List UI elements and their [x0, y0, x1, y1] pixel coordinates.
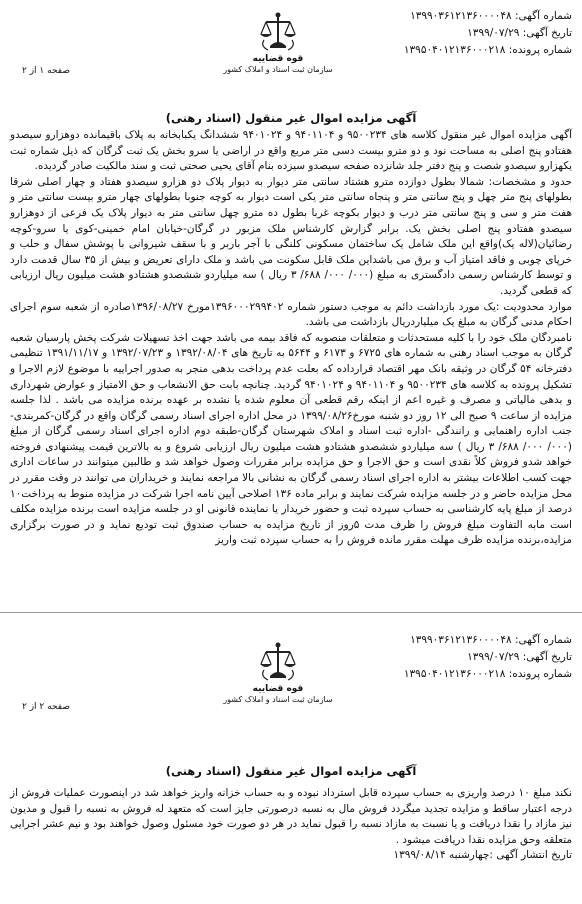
notice-paragraph: آگهی مزایده اموال غیر منقول کلاسه های ۹۵۰۰۲۳۴ و ۹۴۰۱۱۰۴ و ۹۴۰۱۰۲۴ ششدانگ یکبابخانه به پلاک باقیمانده دوهزارو سیصدو هفتادو پنج اصلی به مساحت نود و دو مترو بیست دسی متر مربع واقع در اراضی یا سرو بخش یک ثبت گرگان که ذیل شماره ثبت یکهزارو سیصدو شصت و پنج دفتر جلد شانزده صفحه سیصدو سیزده بنام آقای یحیی صحتی ثبت و سند مالکیت صادر گردیده.: [10, 129, 572, 173]
judiciary-emblem: [218, 640, 338, 705]
notice-page-2: [0, 626, 582, 904]
notice-paragraph: نامبردگان ملک خود را با کلیه مستحدثات و متعلقات منصوبه که فاقد بیمه می باشد جهت اخذ تسهیلات شرکت پخش پارسیان شعبه گرگان به موجب اسناد رهنی به شماره های ۶۷۲۵ و ۶۱۷۳ و ۵۶۴۴ به تاریخ های ۱۳۹۲/۰۸/۰۴ و ۱۳۹۲/۰۷/۲۳ و ۱۳۹۱/۱۱/۱۷ تنظیمی دفترخانه ۵۴ گرگان در وثیقه بانک مهر اقتصاد قرارداده که بعلت عدم پرداخت بدهی منجر به صدور اجراییه با موضوع لازم الاجرا و تشکیل پرونده به کلاسه های ۹۵۰۰۲۳۴ و ۹۴۰۱۱۰۴ و ۹۴۰۱۰۲۴ گردید. چنانچه بابت حق الانشعاب و حق الامتیاز و عوارض شهرداری و بدهی مالیاتی و مصرف و غیره اعم از اینکه رقم قطعی آن معلوم شده یا نشده بر عهده برنده مزایده می باشد . لذا جلسه مزایده از ساعت ۹ صبح الی ۱۲ روز دو شنبه مورخ۱۳۹۹/۰۸/۲۶ در محل اداره اجرای اسناد رسمی گرگان واقع در گرگان-کمربندی-جنب اداره راهنمایی و رانندگی -اداره ثبت اسناد و املاک شهرستان گرگان-طبقه دوم اداره اجرای اسناد رسمی گرگان از مبلغ (۰۰۰/ ۰۰۰/ ۶۸۸/ ۳ ریال ) سه میلیاردو ششصدو هشتادو هشت میلیون ریال ارزیابی شروع و به بالاترین قیمت پیشنهادی فروخته خواهد شدو فروش کلاً نقدی است و حق الاجرا و حق مزایده برابر مقررات وصول خواهد شد و طالبین میتوانند در ساعات اداری جهت کسب اطلاعات بیشتر به اداره اجرای اسناد رسمی گرگان به نشانی بالا مراجعه نمایند و خریداران می توانند در وقت مقرر در محل مزایده حاضر و در جلسه مزایده شرکت نمایند و برابر ماده ۱۳۶ اصلاحی آیین نامه اجرا شرکت در مزایده منوط به پرداخت۱۰ درصد از مبلغ پایه کارشناسی به حساب سپرده ثبت و حضور خریدار یا نماینده قانونی او در جلسه مزایده است برنده مزایده مکلف است مابه التفاوت مبلغ فروش را ظرف مدت ۵روز از تاریخ مزایده به حساب صندوق ثبت تودیع نماید و در صورت برگزاری مزایده،برنده مزایده ظرف مهلت مقرر مانده فروش را به حساب سپرده ثبت واریز: [10, 331, 573, 547]
file-number: شماره پرونده: ۱۳۹۵۰۴۰۱۲۱۳۶۰۰۰۲۱۸: [403, 44, 572, 56]
ad-date: تاریخ آگهی: ۱۳۹۹/۰۷/۲۹: [467, 651, 572, 663]
publish-date: تاریخ انتشار آگهی :چهارشنبه ۱۳۹۹/۰۸/۱۴: [393, 849, 572, 862]
notice-title: آگهی مزایده اموال غیر منقول (اسناد رهنی): [165, 764, 417, 778]
notice-header: [404, 8, 572, 59]
scales-emblem-icon: [256, 640, 300, 684]
scales-emblem-icon: [256, 10, 300, 54]
page-divider: [0, 612, 582, 613]
notice-title: آگهی مزایده اموال غیر منقول (اسناد رهنی): [165, 111, 417, 125]
judiciary-emblem: [218, 10, 338, 75]
notice-paragraph: حدود و مشخصات: شمالا بطول دوازده مترو هشتاد سانتی متر دیوار به دیوار پلاک دو هزارو سیصدو هفتاد و چهار اصلی شرقا بطولهای پنج متر چهل و پنج سانتی متر و پنجاه سانتی متر یکی است دیوار به کوچه جنوبا بطولهای چهار مترو بیست سانتی متر و هفت متر و سی و پنج سانتی متر درب و دیوار بکوچه غربا بطول ده مترو چهل سانتی متر به دیوار پلاک یک فرعی از دوهزارو سیصدو هفتادو پنج اصلی بخش یک. برابر گزارش کارشناس ملک مزبور در گرگان-خیابان امام خمینی-کوی یا سرو-کوچه رضائیان(لاله یک)واقع این ملک شامل یک ساختمان مسکونی کلنگی با آجر باربر و با سقف شیروانی با پوشش سفال و حلب و خرپای چوبی و فاقد امتیاز آب و برق می باشداین ملک قابل سکونت می باشد و ملک دارای تعریض و بیش از ۳۵ سال قدمت دارد و توسط کارشناس رسمی دادگستری به مبلغ (۰۰۰/ ۰۰۰/ ۶۸۸/ ۳ ریال ) سه میلیاردو ششصدو هشتادو هشت میلیون ریال ارزیابی که قطعی گردید.: [10, 175, 573, 297]
page-number: صفحه ۲ از ۲: [22, 702, 70, 712]
emblem-subtitle: سازمان ثبت اسناد و املاک کشور: [223, 695, 333, 704]
emblem-title: قوه قضاییه: [252, 54, 304, 64]
file-number: شماره پرونده: ۱۳۹۵۰۴۰۱۲۱۳۶۰۰۰۲۱۸: [403, 668, 572, 680]
notice-body: [10, 128, 572, 549]
page-number: صفحه ۱ از ۲: [22, 66, 70, 76]
ad-date: تاریخ آگهی: ۱۳۹۹/۰۷/۲۹: [467, 27, 572, 39]
notice-body: [10, 786, 572, 864]
notice-paragraph: نکند مبلغ ۱۰ درصد واریزی به حساب سپرده قابل استرداد نبوده و به حساب خزانه واریز خواهد شد در اینصورت عملیات فروش از درجه اعتبار ساقط و مزایده تجدید میگردد فروش مال به نسبه درصورتی جایز است که متعهد له فروش به نسبه را قبول و مدیون نیز مازاد را نقدا دریافت و یا نسبت به مازاد نسبه را قبول نماید در هر دو صورت خود مسئول وصول خواهند بود و نیم عشر اجرایی متعلقه وحق مزایده نقدا دریافت میشود .: [10, 787, 572, 846]
ad-number: شماره آگهی: ۱۳۹۹۰۳۶۱۲۱۳۶۰۰۰۰۴۸: [410, 10, 572, 22]
ad-number: شماره آگهی: ۱۳۹۹۰۳۶۱۲۱۳۶۰۰۰۰۴۸: [410, 634, 572, 646]
notice-paragraph: موارد محدودیت :یک مورد بازداشت دائم به موجب دستور شماره ۱۳۹۶۰۰۰۲۹۹۴۰۲مورخ ۱۳۹۶/۰۸/۲۷صادره از شعبه سوم اجرای احکام مدنی گرگان به مبلغ یک میلیاردریال بازداشت می باشد.: [10, 300, 572, 329]
notice-header: [404, 632, 572, 683]
emblem-subtitle: سازمان ثبت اسناد و املاک کشور: [223, 65, 333, 74]
emblem-title: قوه قضاییه: [252, 684, 304, 694]
